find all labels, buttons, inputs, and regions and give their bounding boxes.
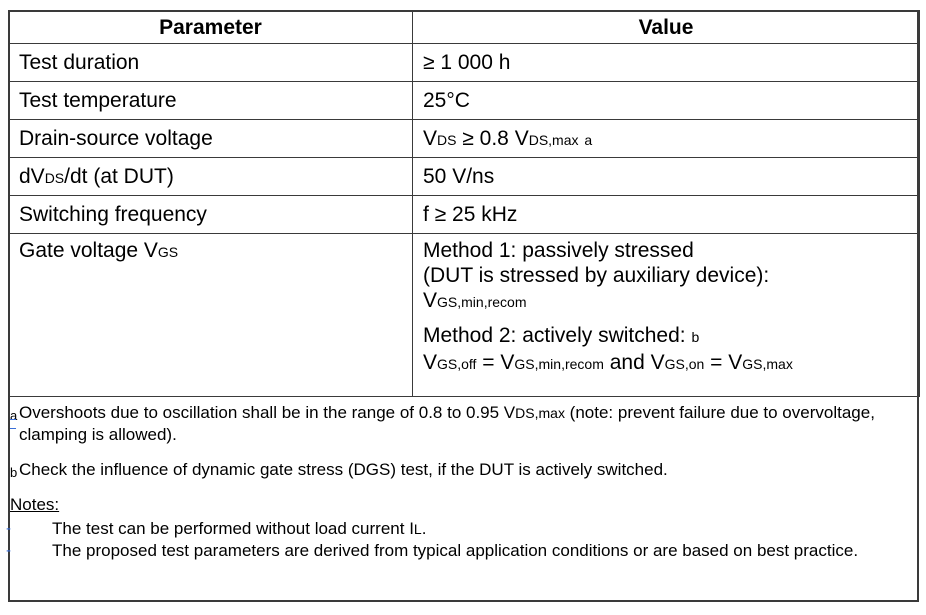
- param-cell: Switching frequency: [9, 196, 413, 234]
- header-parameter: Parameter: [9, 11, 413, 44]
- value-text: V: [423, 127, 438, 150]
- note-text: The proposed test parameters are derived from typical application conditions or are based on best practice.: [52, 541, 859, 560]
- subscript: DS: [44, 170, 65, 186]
- subscript: GS,min,recom: [514, 356, 604, 372]
- value-cell: f ≥ 25 kHz: [413, 196, 920, 234]
- footnote-b: [10, 459, 915, 481]
- value-text: and V: [603, 351, 665, 374]
- footnote-ref: b: [691, 329, 700, 345]
- value-cell: ≥ 1 000 h: [413, 44, 920, 82]
- header-value: Value: [413, 11, 920, 44]
- value-cell: 25°C: [413, 82, 920, 120]
- footnote-text: Check the influence of dynamic gate stress (DGS) test, if the DUT is actively switched.: [19, 460, 668, 479]
- footnote-ref: a: [584, 132, 593, 148]
- subscript: DS,max: [528, 132, 579, 148]
- value-text: = V: [476, 351, 515, 374]
- footnote-a: [10, 402, 915, 446]
- bullet-dash-icon: -: [6, 520, 11, 537]
- param-cell: Drain-source voltage: [9, 120, 413, 158]
- param-text: Gate voltage V: [19, 239, 158, 262]
- subscript: GS,off: [437, 356, 477, 372]
- value-text: ≥ 0.8 V: [456, 127, 529, 150]
- subscript: DS: [437, 132, 457, 148]
- subscript: L: [413, 521, 422, 537]
- footnote-mark: b: [10, 465, 18, 480]
- param-cell: Test temperature: [9, 82, 413, 120]
- param-cell: Test duration: [9, 44, 413, 82]
- subscript: GS,min,recom: [437, 294, 527, 310]
- method1-line2: (DUT is stressed by auxiliary device):: [423, 264, 770, 287]
- footnotes-area: [6, 402, 915, 562]
- value-cell: 50 V/ns: [413, 158, 920, 196]
- subscript: GS: [157, 244, 179, 260]
- list-item: [6, 518, 915, 540]
- param-text: /dt (at DUT): [64, 165, 174, 188]
- footnote-mark: a: [10, 408, 18, 423]
- note-text: .: [421, 519, 427, 538]
- equals-marker-icon: [10, 419, 16, 429]
- notes-title: Notes:: [10, 495, 60, 514]
- subscript: GS,max: [742, 356, 793, 372]
- value-text: = V: [704, 351, 743, 374]
- list-item: [6, 540, 915, 562]
- footnote-text: (note: prevent failure due to overvoltage, clamping is allowed).: [19, 403, 875, 444]
- subscript: DS,max: [515, 405, 565, 421]
- method1-line1: Method 1: passively stressed: [423, 239, 694, 262]
- notes-list: [6, 518, 915, 562]
- note-text: The test can be performed without load current I: [52, 519, 414, 538]
- value-text: V: [423, 289, 438, 312]
- subscript: GS,on: [664, 356, 705, 372]
- param-text: dV: [19, 165, 45, 188]
- value-text: Method 2: actively switched:: [423, 324, 692, 347]
- bullet-dash-icon: -: [6, 542, 11, 559]
- footnote-text: Overshoots due to oscillation shall be in the range of 0.8 to 0.95 V: [19, 403, 516, 422]
- value-text: V: [423, 351, 438, 374]
